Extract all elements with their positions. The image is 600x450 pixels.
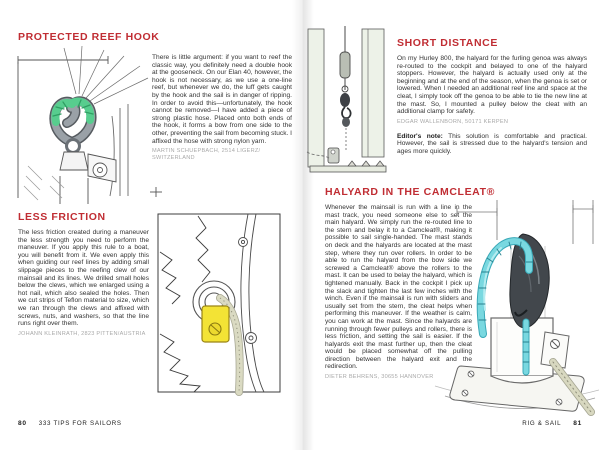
page-number: 81 — [573, 420, 582, 427]
gooseneck-fitting — [60, 152, 116, 204]
section-body: The less friction created during a maneuver the less strength you need to perform the maneuver. If you apply this rule to a boat, you will benefit from it. We even apply this when guiding our reef lines by adding small slippage pieces to the reefing clew of our mainsail and its lines. We drilled small holes below the clews, which we enlarged using a hot nail, which also sealed the holes. Then we cut strips of Teflon material to size, which we ran through the clews and affixed with screws, nuts, and washers, so that the line runs right over them. — [18, 229, 149, 328]
less-friction-text-column — [18, 229, 149, 338]
section-body: On my Hurley 800, the halyard for the furling genoa was always re-routed to the cockpit and belayed to one of the halyard stoppers. However, the halyard is actually used only at the beginning and at the end of the season, when the genoa is set or lowered. When I needed an additional reef line and space at the cleat, I simply took off the genoa to be able to tie the new line at the mast. So, I mounted a pulley below the cleat with an additional clamp for safety. — [397, 55, 587, 116]
hatch-shading — [24, 166, 64, 200]
section-heading-halyard-in-the-camcleat: HALYARD IN THE CAMCLEAT® — [325, 186, 495, 198]
mast-interior-illustration — [302, 26, 394, 178]
halyard-and-blocks — [340, 26, 351, 152]
section-attribution: MARTIN SCHUEPBACH, 2514 LIGERZ/ SWITZERLAND — [152, 148, 261, 162]
page-number: 80 — [18, 420, 27, 427]
reef-hook-illustration — [12, 46, 150, 204]
corner-dimension-mark — [150, 187, 162, 197]
hook-eye — [67, 140, 80, 153]
section-attribution: EDGAR WALLENBORN, 50171 KERPEN — [397, 118, 509, 125]
hook-icon — [342, 107, 351, 118]
footer-left — [18, 420, 122, 427]
section-attribution: DIETER BEHRENS, 30655 HANNOVER — [325, 374, 434, 381]
rigging-lines — [64, 46, 148, 104]
footer-chapter-title: RIG & SAIL — [522, 420, 562, 427]
editors-note-text: This solution is comfortable and practical. However, the sail is stressed due to the halyard's tension and ages more quickly. — [397, 132, 588, 155]
footer-right — [470, 420, 582, 427]
teflon-piece — [202, 306, 229, 342]
editors-note-label: Editor's note: — [397, 132, 443, 140]
short-distance-text-column — [397, 55, 587, 156]
halyard-line-lower — [523, 322, 529, 372]
section-body: There is little argument: if you want to reef the classic way, you definitely need a double hook at the gooseneck. On our Elan 40, however, the hook is not necessary, as we use a one-line reef, but whenever we do, the luff gets caught by the hook and the sail is in danger of ripping. In order to avoid this—unfortunately, the hook cannot be removed—I have added a piece of strong plastic hose. Placed onto both ends of the hook, it forms a bow from one side to the other, preventing the sail from becoming stuck. I affixed the hose with strong nylon yarn. — [152, 54, 293, 145]
top-block-icon — [340, 52, 350, 78]
section-attribution: JOHANN KLEINRATH, 2823 PITTEN/AUSTRIA — [18, 330, 146, 337]
protected-reef-hook-text-column — [152, 54, 292, 162]
footer-book-title: 333 TIPS FOR SAILORS — [38, 420, 122, 427]
mast-edge-lines — [110, 104, 128, 196]
editors-note — [397, 133, 587, 156]
swivel-block-icon — [340, 93, 350, 107]
section-heading-protected-reef-hook: PROTECTED REEF HOOK — [18, 31, 160, 43]
section-heading-less-friction: LESS FRICTION — [18, 211, 106, 223]
clew-teflon-illustration — [144, 186, 298, 404]
section-heading-short-distance: SHORT DISTANCE — [397, 37, 498, 49]
section-body: Whenever the mainsail is run with a line in the mast track, you need someone else to set the main halyard. We simply run the re-routed line to the stern and belay it to a Camcleat®, making it possible to sail single-handed. The mast stands on deck and the halyards are located at the mast step, where they run over rollers. In order to be able to run the halyard from the bow side we screwed a Camcleat® above the rollers to the mast. It can be used to belay the halyard, which is tightened manually. Back in the cockpit I pick up the slack and tighten the last few inches with the winch. Even if the mainsail is run with sliders and usually set from the stern, the cleat helps when performing this maneuver. If the weather is calm, you can work at the mast. Since the halyards are running through fewer pulleys and rollers, there is less friction, and setting the sail is easier. If the halyards exit the mast further up, then the cleat would be placed somewhat off the pulling direction between the halyard exit and the redirection. — [325, 204, 472, 371]
camcleat-illustration — [427, 200, 599, 416]
